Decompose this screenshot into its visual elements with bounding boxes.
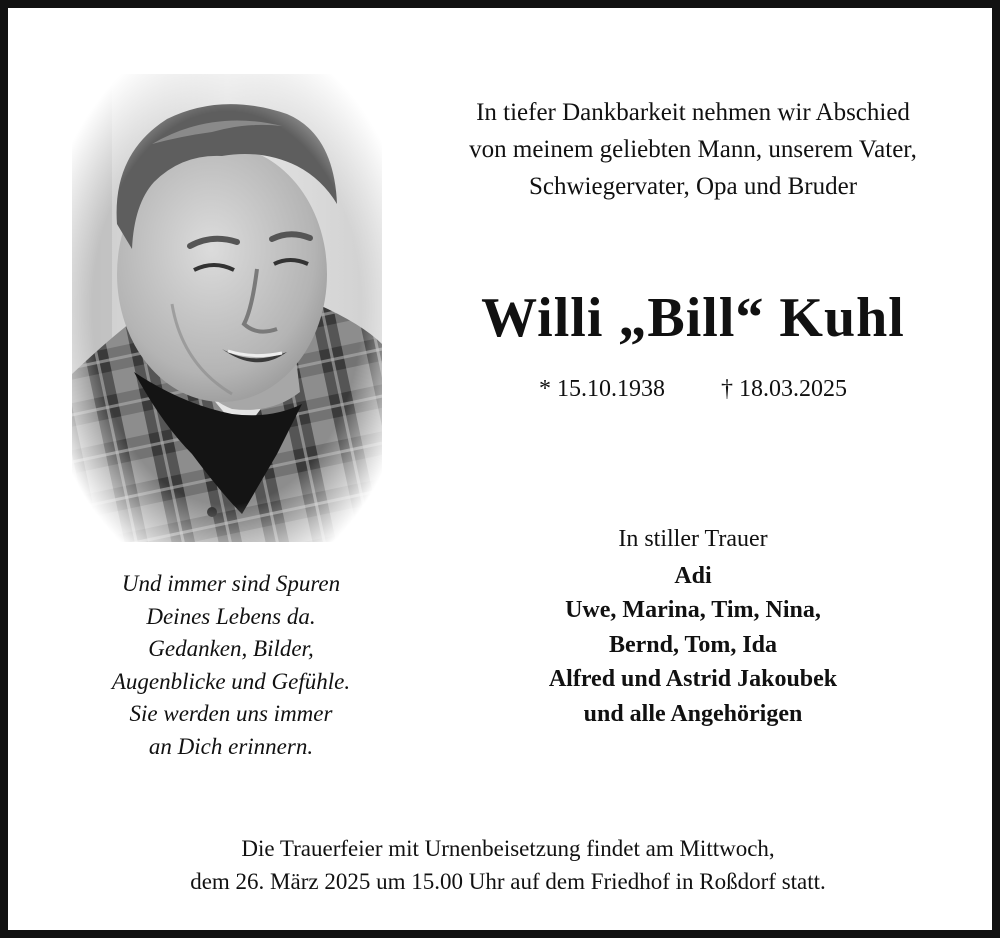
death-date: † 18.03.2025 bbox=[721, 376, 847, 402]
quote-line: Deines Lebens da. bbox=[146, 603, 316, 629]
quote-line: Augenblicke und Gefühle. bbox=[111, 668, 351, 694]
footer-line: dem 26. März 2025 um 15.00 Uhr auf dem Friedhof in Roßdorf statt. bbox=[190, 869, 826, 894]
quote-line: Sie werden uns immer bbox=[129, 701, 333, 726]
intro-line: In tiefer Dankbarkeit nehmen wir Abschied bbox=[476, 99, 910, 126]
mourner-line: Uwe, Marina, Tim, Nina, bbox=[565, 597, 821, 623]
birth-date: * 15.10.1938 bbox=[539, 376, 665, 402]
quote-line: an Dich erinnern. bbox=[148, 733, 314, 759]
intro-line: Schwiegervater, Opa und Bruder bbox=[528, 173, 858, 200]
funeral-notice bbox=[68, 832, 948, 898]
intro-text bbox=[418, 94, 968, 205]
mourners-block bbox=[418, 522, 968, 731]
memorial-quote bbox=[70, 568, 392, 763]
mourner-line: und alle Angehörigen bbox=[583, 700, 803, 727]
footer-line: Die Trauerfeier mit Urnenbeisetzung findet am Mittwoch, bbox=[241, 836, 775, 861]
quote-line: Und immer sind Spuren bbox=[121, 571, 341, 596]
mourner-line: Alfred und Astrid Jakoubek bbox=[548, 666, 838, 692]
mourner-line: Bernd, Tom, Ida bbox=[608, 631, 778, 658]
deceased-name: Willi „Bill“ Kuhl bbox=[481, 287, 905, 349]
intro-line: von meinem geliebten Mann, unserem Vater, bbox=[469, 136, 917, 163]
portrait-photo bbox=[72, 74, 382, 542]
mourners-heading: In stiller Trauer bbox=[618, 526, 768, 552]
quote-line: Gedanken, Bilder, bbox=[148, 636, 314, 661]
life-dates bbox=[418, 376, 968, 403]
mourner-line: Adi bbox=[674, 562, 712, 589]
